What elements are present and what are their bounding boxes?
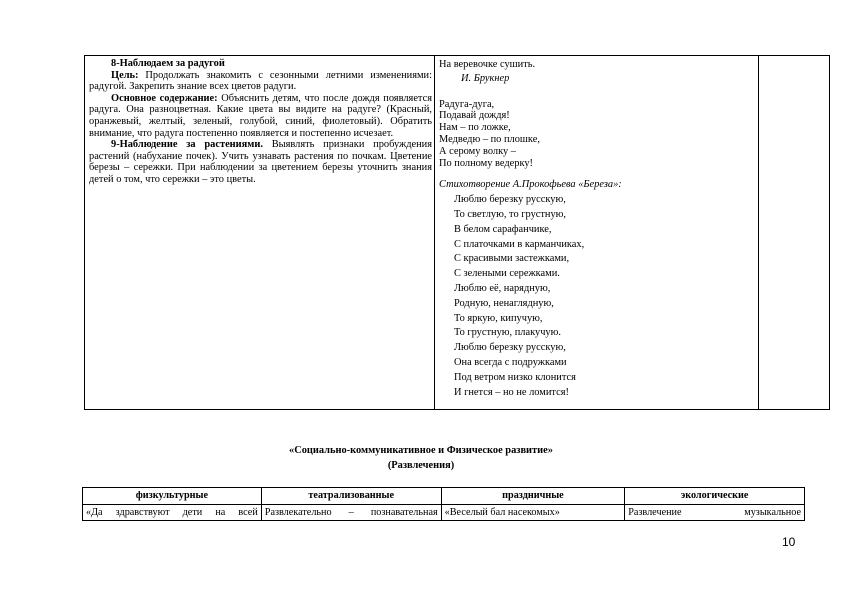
table-row — [83, 504, 805, 521]
paragraph — [89, 139, 432, 185]
entertainment-table — [82, 487, 805, 521]
poem-line: На веревочке сушить. — [439, 59, 536, 70]
poem-line: Нам – по ложке, — [439, 122, 511, 134]
text: Выявлять признаки пробуждения растений (набухание почек). Учить узнавать растения по почкам. Цветение березы – сережки. При наблюдении за цветением березы уточнить знания детей о том, что сережки – это цветы. — [89, 139, 433, 185]
column-header: праздничные — [441, 488, 625, 505]
activity-title: 9-Наблюдение за растениями. — [111, 139, 263, 151]
table-cell — [625, 504, 805, 521]
poem-line: То яркую, кипучую, — [454, 312, 543, 324]
poem-line: В белом сарафанчике, — [454, 223, 552, 235]
activity-title: 8-Наблюдаем за радугой — [111, 58, 225, 69]
cell-word: Развлекательно — [264, 506, 332, 518]
paragraph — [89, 58, 432, 70]
label: Цель: — [111, 69, 139, 81]
cell-word: Развлечение — [628, 506, 682, 518]
poem-line: А серому волку – — [439, 145, 516, 157]
poem-line: С платочками в карманчиках, — [454, 238, 585, 250]
label: Основное содержание: — [111, 92, 218, 104]
poem-line: И гнется – но не ломится! — [454, 386, 569, 398]
table-cell — [261, 504, 441, 521]
poem-line: По полному ведерку! — [439, 157, 533, 169]
poems-cell — [439, 59, 757, 400]
cell-word: музыкальное — [744, 506, 801, 518]
cell-word: на — [215, 506, 226, 518]
table-header-row — [83, 488, 805, 505]
table-cell — [83, 504, 262, 521]
cell-word: – — [348, 506, 354, 518]
poem-line: Люблю березку русскую, — [454, 342, 566, 354]
table-cell — [441, 504, 625, 521]
activities-cell — [89, 58, 432, 186]
poem-author: И. Брукнер — [461, 72, 510, 84]
column-header: экологические — [625, 488, 805, 505]
poem-rainbow — [439, 99, 757, 170]
cell-word: всей — [238, 506, 258, 518]
poem-line: Радуга-дуга, — [439, 98, 495, 110]
poem-line: С зелеными сережками. — [454, 268, 560, 280]
cell-word: «Да — [86, 506, 103, 518]
poem-line: Медведю – по плошке, — [439, 133, 540, 145]
column-divider — [434, 56, 435, 409]
poem-line: Люблю её, нарядную, — [454, 282, 551, 294]
text: Объяснить детям, что после дождя появляется радуга. Она разноцветная. Какие цвета вы видите на радуге? (Красный, оранжевый, желтый, зеленый, голубой, синий, фиолетовый). Обратить внимание, что радуга постепенно появляется и постепенно исчезает. — [89, 92, 432, 139]
column-divider — [758, 56, 759, 409]
cell-text: «Веселый бал насекомых» — [444, 506, 560, 518]
poem-line: Родную, ненаглядную, — [454, 297, 554, 309]
section-heading: «Социально-коммуникативное и Физическое развитие» — [289, 445, 553, 456]
poem-line: Подавай дождя! — [439, 110, 510, 122]
column-header: физкультурные — [83, 488, 262, 505]
poem-line: С красивыми застежками, — [454, 253, 570, 265]
poem-line: Люблю березку русскую, — [454, 194, 566, 206]
page-number: 10 — [782, 535, 796, 549]
poem-line: Под ветром низко клонится — [454, 371, 576, 383]
poem-title: Стихотворение А.Прокофьева «Береза»: — [439, 179, 622, 191]
paragraph — [89, 93, 432, 139]
cell-word: дети — [182, 506, 203, 518]
text: Продолжать знакомить с сезонными летними изменениями: радугой. Закрепить знание всех цветов радуги. — [89, 69, 432, 93]
cell-word: здравствуют — [115, 506, 170, 518]
content-table — [84, 55, 830, 410]
cell-word: познавательная — [370, 506, 438, 518]
column-header: театрализованные — [261, 488, 441, 505]
section-subheading: (Развлечения) — [387, 460, 455, 471]
poem-line: То грустную, плакучую. — [454, 327, 561, 339]
paragraph — [89, 70, 432, 93]
poem-line: Она всегда с подружками — [454, 356, 567, 368]
poem-line: То светлую, то грустную, — [454, 208, 567, 220]
poem-birch — [439, 193, 757, 400]
